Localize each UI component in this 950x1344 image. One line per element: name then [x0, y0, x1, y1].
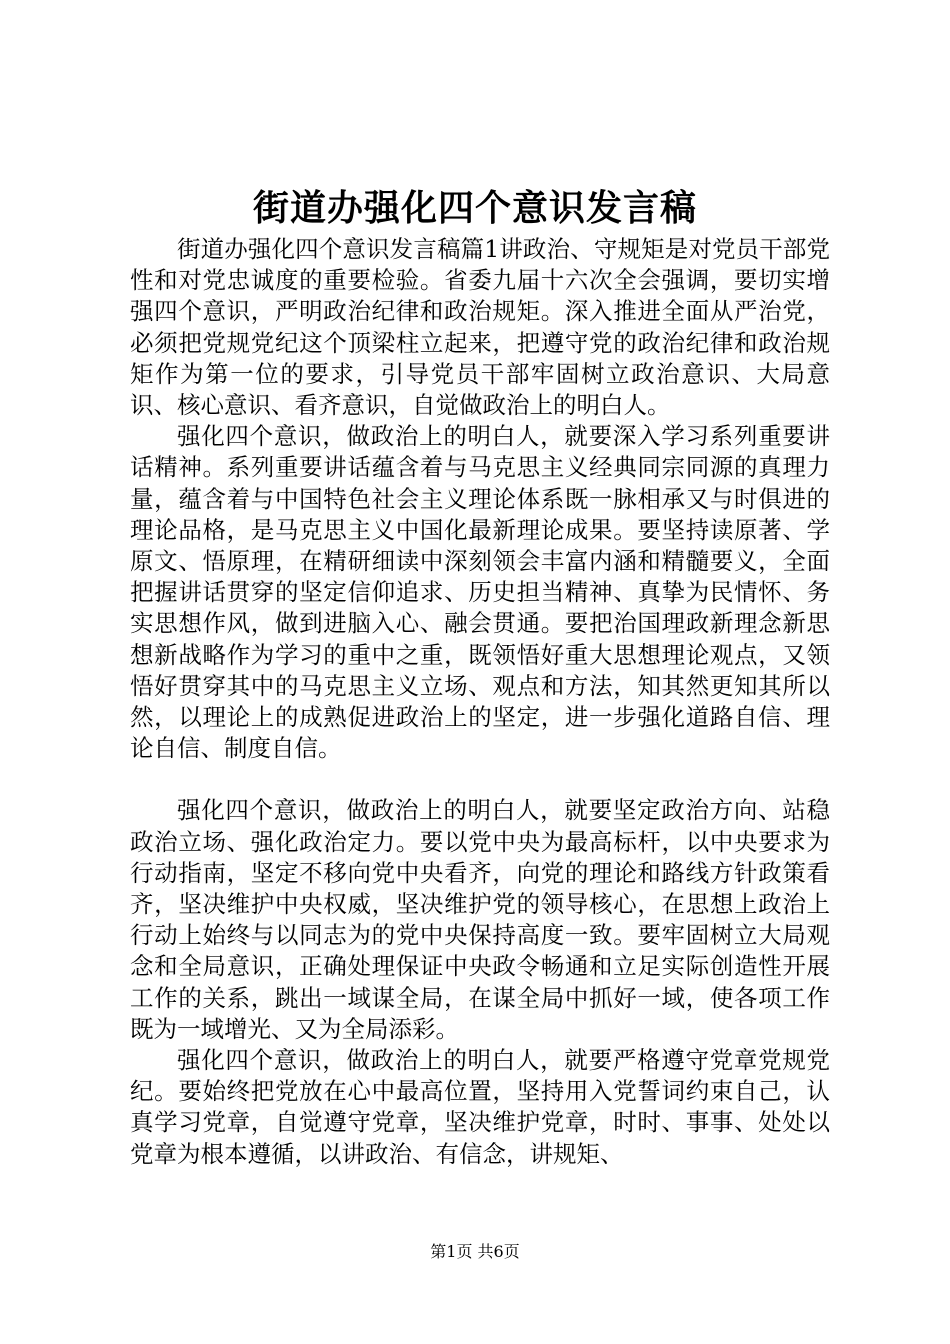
- page-number-footer: 第1页 共6页: [430, 1242, 520, 1261]
- paragraph-2: 强化四个意识，做政治上的明白人，就要深入学习系列重要讲话精神。系列重要讲话蕴含着与马克思主义经典同宗同源的真理力量，蕴含着与中国特色社会主义理论体系既一脉相承又与时俱进的理论品格，是马克思主义中国化最新理论成果。要坚持读原著、学原文、悟原理，在精研细读中深刻领会丰富内涵和精髓要义，全面把握讲话贯穿的坚定信仰追求、历史担当精神、真挚为民情怀、务实思想作风，做到进脑入心、融会贯通。要把治国理政新理念新思想新战略作为学习的重中之重，既领悟好重大思想理论观点，又领悟好贯穿其中的马克思主义立场、观点和方法，知其然更知其所以然，以理论上的成熟促进政治上的坚定，进一步强化道路自信、理论自信、制度自信。: [130, 422, 830, 763]
- paragraph-3: 强化四个意识，做政治上的明白人，就要坚定政治方向、站稳政治立场、强化政治定力。要以党中央为最高标杆，以中央要求为行动指南，坚定不移向党中央看齐，向党的理论和路线方针政策看齐，坚决维护中央权威，坚决维护党的领导核心，在思想上政治上行动上始终与以同志为的党中央保持高度一致。要牢固树立大局观念和全局意识，正确处理保证中央政令畅通和立足实际创造性开展工作的关系，跳出一域谋全局，在谋全局中抓好一域，使各项工作既为一域增光、又为全局添彩。: [130, 796, 830, 1043]
- paragraph-spacer: [130, 764, 830, 795]
- document-title: 街道办强化四个意识发言稿: [252, 187, 697, 229]
- paragraph-1: 街道办强化四个意识发言稿篇1讲政治、守规矩是对党员干部党性和对党忠诚度的重要检验。省委九届十六次全会强调，要切实增强四个意识，严明政治纪律和政治规矩。深入推进全面从严治党，必须把党规党纪这个顶梁柱立起来，把遵守党的政治纪律和政治规矩作为第一位的要求，引导党员干部牢固树立政治意识、大局意识、核心意识、看齐意识，自觉做政治上的明白人。: [130, 235, 830, 420]
- document-body: [130, 234, 830, 1170]
- paragraph-4: 强化四个意识，做政治上的明白人，就要严格遵守党章党规党纪。要始终把党放在心中最高位置，坚持用入党誓词约束自己，认真学习党章，自觉遵守党章，坚决维护党章，时时、事事、处处以党章为根本遵循，以讲政治、有信念，讲规矩、: [130, 1046, 830, 1168]
